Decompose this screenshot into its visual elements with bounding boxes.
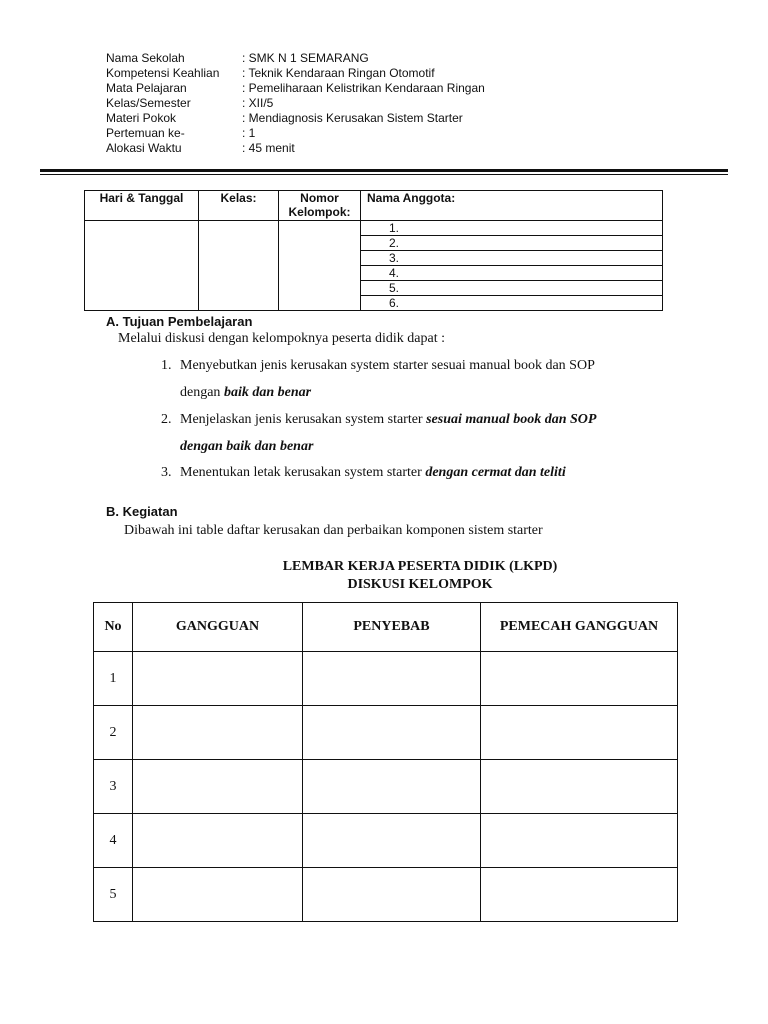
member-cell[interactable]: 4.	[361, 266, 663, 281]
objective-3-line1	[161, 465, 566, 481]
header-nama-anggota: Nama Anggota:	[361, 191, 663, 221]
row-number: 2	[94, 706, 133, 760]
penyebab-cell[interactable]	[303, 652, 481, 706]
kelas-cell[interactable]	[199, 221, 279, 311]
group-table-row	[85, 221, 663, 236]
info-row-school	[106, 51, 485, 66]
penyebab-cell[interactable]	[303, 868, 481, 922]
group-table	[84, 190, 663, 311]
info-label: Nama Sekolah	[106, 51, 185, 65]
work-table-row	[94, 706, 678, 760]
pemecah-gangguan-cell[interactable]	[481, 760, 678, 814]
info-row-duration	[106, 141, 485, 156]
lkpd-title	[0, 558, 768, 594]
info-label: Pertemuan ke-	[106, 126, 185, 140]
header-no: No	[94, 603, 133, 652]
member-cell[interactable]: 1.	[361, 221, 663, 236]
lkpd-work-table	[93, 602, 678, 922]
objective-1-line2	[180, 385, 311, 401]
row-number: 3	[94, 760, 133, 814]
info-label: Kelas/Semester	[106, 96, 191, 110]
document-info	[106, 51, 485, 156]
objective-text: dengan	[180, 385, 224, 400]
objective-number: 1.	[161, 358, 172, 373]
member-cell[interactable]: 2.	[361, 236, 663, 251]
work-table-row	[94, 868, 678, 922]
info-value: : XII/5	[242, 96, 274, 110]
hari-tanggal-cell[interactable]	[85, 221, 199, 311]
penyebab-cell[interactable]	[303, 760, 481, 814]
objective-emphasis: dengan baik dan benar	[180, 439, 314, 454]
pemecah-gangguan-cell[interactable]	[481, 868, 678, 922]
work-table-header	[94, 603, 678, 652]
work-table-row	[94, 760, 678, 814]
objective-text: Menyebutkan jenis kerusakan system starter sesuai manual book dan SOP	[180, 358, 595, 373]
section-a-intro: Melalui diskusi dengan kelompoknya peserta didik dapat :	[118, 331, 445, 346]
work-table-row	[94, 652, 678, 706]
header-divider-thin	[40, 174, 728, 175]
info-row-subject	[106, 81, 485, 96]
header-divider-thick	[40, 169, 728, 172]
gangguan-cell[interactable]	[133, 814, 303, 868]
objective-2-line1	[161, 412, 596, 428]
pemecah-gangguan-cell[interactable]	[481, 814, 678, 868]
info-value: : Teknik Kendaraan Ringan Otomotif	[242, 66, 435, 80]
info-value: : SMK N 1 SEMARANG	[242, 51, 369, 65]
row-number: 5	[94, 868, 133, 922]
info-label: Materi Pokok	[106, 111, 177, 125]
info-label: Alokasi Waktu	[106, 141, 182, 155]
info-label: Mata Pelajaran	[106, 81, 187, 95]
lkpd-title-line2: DISKUSI KELOMPOK	[347, 577, 493, 592]
objective-text: Menentukan letak kerusakan system starter	[180, 465, 426, 480]
header-pemecah-gangguan: PEMECAH GANGGUAN	[481, 603, 678, 652]
section-b-intro: Dibawah ini table daftar kerusakan dan perbaikan komponen sistem starter	[124, 523, 543, 538]
objective-emphasis: sesuai manual book dan SOP	[426, 412, 597, 427]
member-cell[interactable]: 3.	[361, 251, 663, 266]
section-a-heading: A. Tujuan Pembelajaran	[106, 314, 253, 329]
objective-emphasis: dengan cermat dan teliti	[425, 465, 566, 480]
work-table-row	[94, 814, 678, 868]
info-row-meeting	[106, 126, 485, 141]
objective-2-line2	[180, 439, 313, 455]
section-b-heading: B. Kegiatan	[106, 504, 178, 519]
objective-text: Menjelaskan jenis kerusakan system starter	[180, 412, 427, 427]
header-kelas: Kelas:	[199, 191, 279, 221]
gangguan-cell[interactable]	[133, 706, 303, 760]
info-value: : Mendiagnosis Kerusakan Sistem Starter	[242, 111, 463, 125]
row-number: 1	[94, 652, 133, 706]
info-row-competency	[106, 66, 485, 81]
row-number: 4	[94, 814, 133, 868]
gangguan-cell[interactable]	[133, 760, 303, 814]
info-value: : 45 menit	[242, 141, 295, 155]
info-row-class	[106, 96, 485, 111]
objective-emphasis: baik dan benar	[223, 385, 312, 400]
penyebab-cell[interactable]	[303, 706, 481, 760]
info-row-topic	[106, 111, 485, 126]
member-cell[interactable]: 6.	[361, 296, 663, 311]
nomor-kelompok-cell[interactable]	[279, 221, 361, 311]
pemecah-gangguan-cell[interactable]	[481, 706, 678, 760]
group-table-header	[85, 191, 663, 221]
header-hari-tanggal: Hari & Tanggal	[85, 191, 199, 221]
member-cell[interactable]: 5.	[361, 281, 663, 296]
penyebab-cell[interactable]	[303, 814, 481, 868]
header-nomor-line2: Kelompok:	[288, 205, 351, 219]
gangguan-cell[interactable]	[133, 652, 303, 706]
info-value: : 1	[242, 126, 256, 140]
objective-number: 3.	[161, 465, 172, 480]
objective-number: 2.	[161, 412, 172, 427]
header-nomor-kelompok	[279, 191, 361, 221]
pemecah-gangguan-cell[interactable]	[481, 652, 678, 706]
header-nomor-line1: Nomor	[300, 191, 339, 205]
lkpd-title-line1: LEMBAR KERJA PESERTA DIDIK (LKPD)	[282, 559, 558, 574]
gangguan-cell[interactable]	[133, 868, 303, 922]
header-penyebab: PENYEBAB	[303, 603, 481, 652]
header-gangguan: GANGGUAN	[133, 603, 303, 652]
info-value: : Pemeliharaan Kelistrikan Kendaraan Ringan	[242, 81, 485, 95]
info-label: Kompetensi Keahlian	[106, 66, 220, 80]
objective-1-line1	[161, 358, 595, 374]
